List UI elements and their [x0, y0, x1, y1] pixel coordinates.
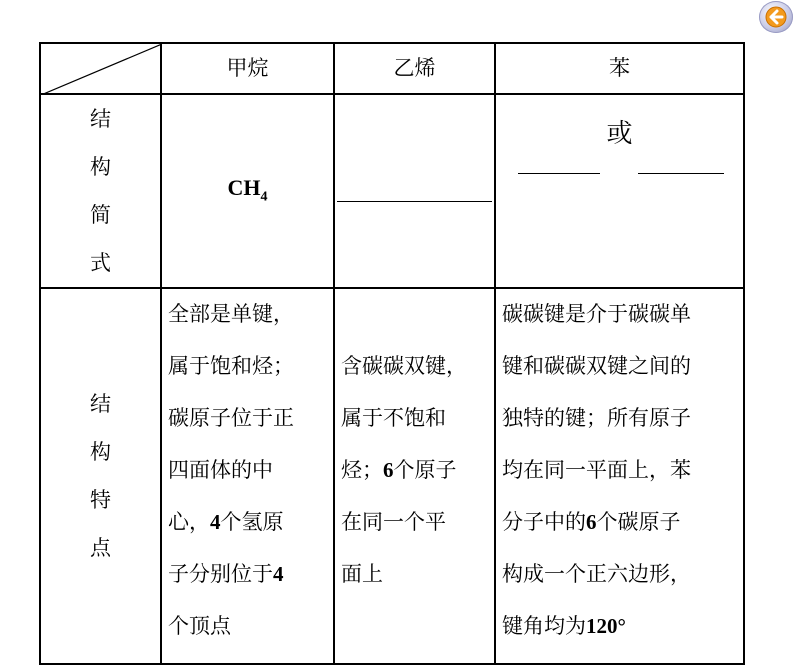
text-segment: 碳碳键是介于碳碳单 [502, 302, 691, 326]
text-segment: 碳原子位于正 [168, 406, 294, 430]
text-segment: 体 [210, 458, 231, 482]
text-segment: 子分别位于 [168, 562, 273, 586]
text-segment: 个原子 [393, 458, 457, 482]
text-line [168, 403, 329, 455]
or-text: 或 [606, 119, 633, 149]
text-segment: 120° [586, 614, 626, 638]
text-line [168, 559, 329, 611]
benzene-features-cell [495, 288, 744, 664]
text-segment: 含碳碳双键， [341, 354, 467, 378]
text-segment: 不 [383, 406, 404, 430]
row-label-structural-formula [40, 94, 161, 288]
text-line [502, 455, 739, 507]
structural-formula-row [40, 94, 744, 288]
ethylene-features-cell [334, 288, 495, 664]
text-line [341, 351, 490, 403]
text-segment: 个氢原 [220, 510, 284, 534]
text-line [341, 559, 490, 611]
text-segment: 个碳原子 [596, 510, 681, 534]
text-segment: 个 [404, 510, 425, 534]
text-segment: 键和碳碳双键之间的 [502, 354, 691, 378]
text-line [502, 299, 739, 351]
text-line [168, 299, 329, 351]
text-segment: 同 [362, 510, 383, 534]
text-segment: 烃； [341, 458, 383, 482]
text-segment: 属于饱和烃； [168, 354, 294, 378]
text-segment: 构成一个正六边形， [502, 562, 691, 586]
text-line [341, 455, 490, 507]
text-line [168, 455, 329, 507]
text-segment: 平 [425, 510, 446, 534]
text-segment: 属 [341, 406, 362, 430]
text-line [502, 611, 739, 663]
text-segment: 一 [383, 510, 404, 534]
formula-main: CH [227, 175, 261, 201]
text-segment: 个顶点 [168, 614, 231, 638]
answer-blank [518, 173, 600, 174]
text-line [168, 351, 329, 403]
text-segment: 的 [231, 458, 252, 482]
text-line [502, 403, 739, 455]
text-segment: 键角均为 [502, 614, 586, 638]
methane-features-cell [161, 288, 334, 664]
methane-formula-cell [161, 94, 334, 288]
label-line: 结构 [90, 107, 111, 179]
methane-formula [227, 175, 268, 205]
label-line: 特点 [90, 488, 111, 560]
label-line: 简式 [90, 203, 111, 275]
text-segment: 饱 [404, 406, 425, 430]
text-segment: 面 [189, 458, 210, 482]
diagonal-corner-cell [40, 43, 161, 94]
benzene-formula-cell [495, 94, 744, 288]
text-segment: 于 [362, 406, 383, 430]
text-line [341, 507, 490, 559]
back-button[interactable] [759, 1, 793, 33]
header-ethylene: 乙烯 [334, 43, 495, 94]
row-label-structural-features [40, 288, 161, 664]
text-segment: 心， [168, 510, 210, 534]
diagonal-line [41, 44, 162, 95]
text-segment: 全部是单键， [168, 302, 294, 326]
structural-features-row [40, 288, 744, 664]
header-methane: 甲烷 [161, 43, 334, 94]
text-line [168, 611, 329, 663]
text-segment: 面上 [341, 562, 383, 586]
text-segment: 6 [586, 510, 597, 534]
text-line [168, 507, 329, 559]
text-segment: 和 [425, 406, 446, 430]
text-segment: 中 [252, 458, 273, 482]
text-segment: 在 [341, 510, 362, 534]
text-line [502, 351, 739, 403]
ethylene-formula-cell [334, 94, 495, 288]
header-row [40, 43, 744, 94]
text-line [502, 559, 739, 611]
left-arrow-icon [765, 6, 787, 28]
text-line [341, 403, 490, 455]
header-benzene: 苯 [495, 43, 744, 94]
text-segment: 独特的键；所有原子 [502, 406, 691, 430]
text-segment: 6 [383, 458, 394, 482]
formula-subscript: 4 [260, 189, 268, 205]
text-segment: 均在同一平面上，苯 [502, 458, 691, 482]
answer-blank [638, 173, 724, 174]
text-segment: 4 [210, 510, 221, 534]
text-line [502, 507, 739, 559]
text-segment: 4 [273, 562, 284, 586]
comparison-table [39, 42, 745, 665]
text-segment: 四 [168, 458, 189, 482]
answer-blank [337, 201, 492, 202]
label-line: 结构 [90, 392, 111, 464]
text-segment: 分子中的 [502, 510, 586, 534]
